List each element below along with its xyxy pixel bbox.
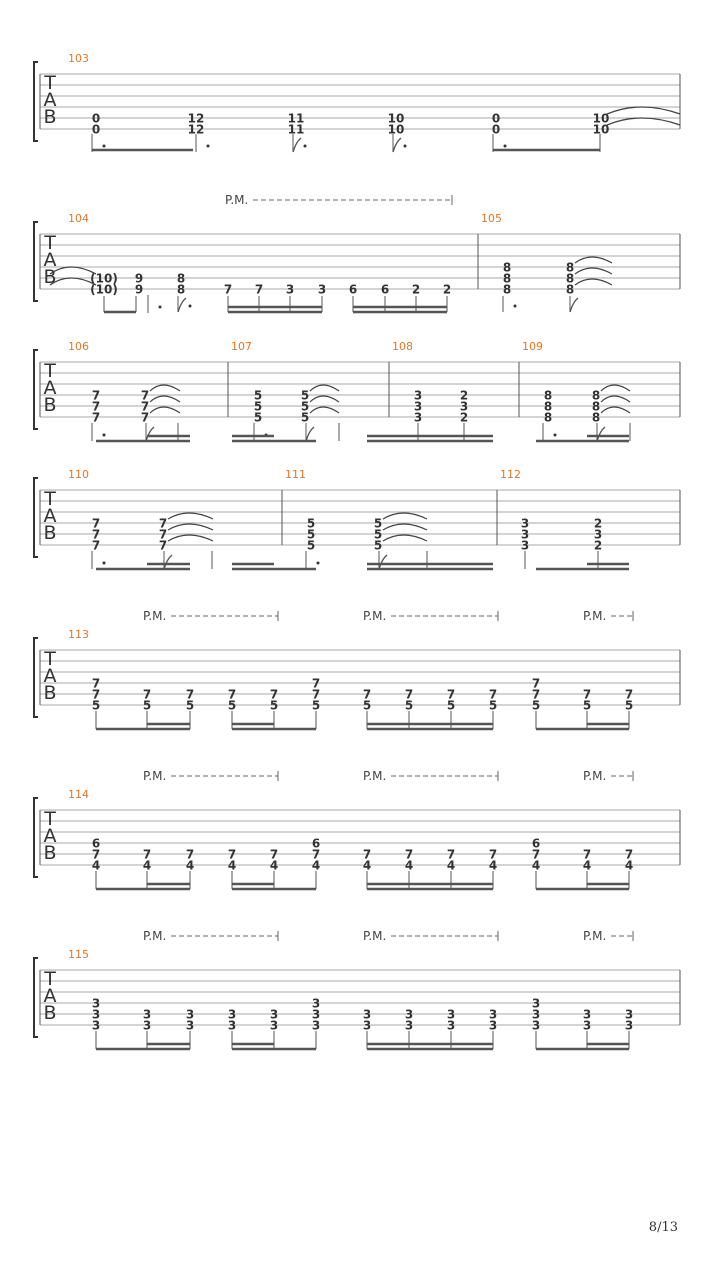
tab-clef-letter: T	[44, 72, 56, 94]
note-flag	[164, 555, 172, 569]
fret-number: 5	[311, 698, 321, 713]
tab-clef-letter: A	[43, 665, 57, 687]
fret-number: 4	[142, 858, 152, 873]
fret-number: 7	[624, 687, 634, 702]
palm-mute-label: P.M.	[363, 929, 387, 943]
slur-arc	[601, 396, 630, 402]
fret-number: 7	[140, 410, 150, 425]
fret-number: 3	[413, 410, 423, 425]
slur-arc	[310, 396, 339, 402]
fret-number: 7	[531, 847, 541, 862]
fret-number: 7	[91, 527, 101, 542]
fret-number: 4	[446, 858, 456, 873]
system-bracket	[34, 958, 38, 1037]
fret-number: 4	[227, 858, 237, 873]
tab-clef-letter: B	[43, 266, 57, 288]
fret-number: 8	[565, 282, 575, 297]
fret-number: 3	[142, 1018, 152, 1033]
note-flag	[570, 298, 578, 312]
fret-number: 8	[502, 282, 512, 297]
fret-number: 7	[446, 687, 456, 702]
system-bracket	[34, 798, 38, 877]
fret-number: 5	[300, 388, 310, 403]
tab-clef-letter: B	[43, 394, 57, 416]
fret-number: 3	[531, 996, 541, 1011]
fret-number: 7	[91, 516, 101, 531]
fret-number: 3	[227, 1018, 237, 1033]
slur-arc	[168, 524, 213, 530]
fret-number: 8	[565, 260, 575, 275]
fret-number: 4	[404, 858, 414, 873]
tab-clef-letter: A	[43, 89, 57, 111]
fret-number: 7	[362, 847, 372, 862]
fret-number: 3	[624, 1018, 634, 1033]
fret-number: 7	[91, 847, 101, 862]
fret-number: 6	[91, 836, 101, 851]
fret-number: 11	[287, 111, 305, 126]
note-dot	[404, 145, 407, 148]
palm-mute-label: P.M.	[363, 609, 387, 623]
fret-number: 5	[185, 698, 195, 713]
fret-number: 3	[269, 1007, 279, 1022]
fret-number: 0	[491, 111, 501, 126]
fret-number: 7	[223, 282, 233, 297]
note-dot	[159, 306, 162, 309]
fret-number: 8	[543, 388, 553, 403]
note-flag	[306, 427, 314, 441]
tie-arc	[607, 118, 680, 125]
fret-number: 5	[300, 410, 310, 425]
palm-mute-label: P.M.	[225, 193, 249, 207]
measure-number: 111	[285, 468, 306, 481]
tab-system	[34, 52, 680, 152]
fret-number: 9	[134, 271, 144, 286]
note-flag	[597, 427, 605, 441]
fret-number: 7	[91, 410, 101, 425]
fret-number: 7	[582, 687, 592, 702]
measure-number: 103	[68, 52, 89, 65]
fret-number: 8	[176, 271, 186, 286]
fret-number: 6	[380, 282, 390, 297]
tab-clef-letter: T	[44, 968, 56, 990]
fret-number: 0	[91, 122, 101, 137]
slur-arc	[168, 513, 213, 519]
note-dot	[103, 562, 106, 565]
tab-system	[34, 929, 680, 1049]
fret-number: 8	[176, 282, 186, 297]
fret-number: 7	[311, 847, 321, 862]
tab-clef-letter: A	[43, 505, 57, 527]
note-dot	[189, 305, 192, 308]
fret-number: 4	[582, 858, 592, 873]
fret-number: 7	[91, 388, 101, 403]
fret-number: 5	[373, 527, 383, 542]
fret-number: 3	[404, 1007, 414, 1022]
fret-number: 3	[269, 1018, 279, 1033]
fret-number: 5	[253, 410, 263, 425]
measure-number: 109	[522, 340, 543, 353]
tab-system	[34, 609, 680, 729]
fret-number: 7	[142, 847, 152, 862]
fret-number: 0	[91, 111, 101, 126]
fret-number: 7	[531, 676, 541, 691]
tab-system	[34, 193, 680, 313]
fret-number: 8	[543, 399, 553, 414]
fret-number: 5	[362, 698, 372, 713]
fret-number: 3	[362, 1018, 372, 1033]
fret-number: 8	[543, 410, 553, 425]
fret-number: 3	[91, 996, 101, 1011]
fret-number: 3	[91, 1007, 101, 1022]
fret-number: 3	[531, 1018, 541, 1033]
fret-number: 6	[531, 836, 541, 851]
fret-number: 3	[488, 1018, 498, 1033]
fret-number: 2	[411, 282, 421, 297]
fret-number: 4	[185, 858, 195, 873]
fret-number: 5	[142, 698, 152, 713]
note-flag	[178, 298, 186, 312]
fret-number: 5	[253, 388, 263, 403]
tab-clef-letter: A	[43, 825, 57, 847]
system-bracket	[34, 478, 38, 557]
measure-number: 106	[68, 340, 89, 353]
fret-number: 7	[531, 687, 541, 702]
slur-arc	[383, 524, 427, 530]
measure-number: 108	[392, 340, 413, 353]
palm-mute-label: P.M.	[143, 929, 167, 943]
measure-number: 110	[68, 468, 89, 481]
note-flag	[293, 138, 301, 152]
fret-number: 7	[624, 847, 634, 862]
fret-number: 7	[158, 538, 168, 553]
fret-number: 5	[300, 399, 310, 414]
fret-number: 5	[446, 698, 456, 713]
fret-number: 3	[520, 516, 530, 531]
fret-number: 7	[362, 687, 372, 702]
fret-number: 7	[91, 676, 101, 691]
fret-number: 3	[285, 282, 295, 297]
fret-number: 7	[404, 847, 414, 862]
fret-number: 5	[373, 538, 383, 553]
fret-number: 8	[591, 410, 601, 425]
slur-arc	[601, 407, 630, 413]
fret-number: 7	[227, 687, 237, 702]
fret-number: 4	[624, 858, 634, 873]
slur-arc	[150, 396, 180, 402]
note-dot	[554, 434, 557, 437]
fret-number: 2	[442, 282, 452, 297]
fret-number: 10	[592, 122, 610, 137]
fret-number: 2	[459, 388, 469, 403]
fret-number: 3	[185, 1007, 195, 1022]
fret-number: 4	[362, 858, 372, 873]
fret-number: 8	[591, 388, 601, 403]
fret-number: 3	[311, 1007, 321, 1022]
fret-number: 7	[254, 282, 264, 297]
note-dot	[207, 145, 210, 148]
fret-number: 7	[488, 687, 498, 702]
fret-number: 2	[459, 410, 469, 425]
slur-arc	[150, 385, 180, 391]
fret-number: 2	[593, 516, 603, 531]
slur-arc	[601, 385, 630, 391]
tab-clef-letter: T	[44, 360, 56, 382]
fret-number: 8	[502, 260, 512, 275]
fret-number: 3	[446, 1007, 456, 1022]
fret-number: 3	[582, 1007, 592, 1022]
fret-number: 3	[624, 1007, 634, 1022]
fret-number: 3	[582, 1018, 592, 1033]
fret-number: 7	[311, 687, 321, 702]
system-bracket	[34, 222, 38, 301]
tab-clef-letter: B	[43, 682, 57, 704]
note-flag	[393, 138, 401, 152]
fret-number: 7	[269, 847, 279, 862]
fret-number: 3	[531, 1007, 541, 1022]
system-bracket	[34, 62, 38, 141]
fret-number: 4	[269, 858, 279, 873]
fret-number: 3	[185, 1018, 195, 1033]
fret-number: 3	[413, 399, 423, 414]
fret-number: 3	[459, 399, 469, 414]
fret-number: 0	[491, 122, 501, 137]
system-bracket	[34, 350, 38, 429]
slur-arc	[310, 385, 339, 391]
tab-clef-letter: T	[44, 648, 56, 670]
fret-number: 3	[488, 1007, 498, 1022]
fret-number: 8	[591, 399, 601, 414]
slur-arc	[575, 257, 612, 263]
fret-number: 5	[306, 538, 316, 553]
measure-number: 104	[68, 212, 89, 225]
fret-number: 8	[565, 271, 575, 286]
slur-arc	[383, 535, 427, 541]
fret-number: 7	[488, 847, 498, 862]
tab-clef-letter: A	[43, 377, 57, 399]
fret-number: 3	[311, 996, 321, 1011]
palm-mute-label: P.M.	[363, 769, 387, 783]
measure-number: 115	[68, 948, 89, 961]
fret-number: 7	[158, 516, 168, 531]
slur-arc	[150, 407, 180, 413]
palm-mute-label: P.M.	[583, 929, 607, 943]
fret-number: 5	[269, 698, 279, 713]
palm-mute-label: P.M.	[143, 769, 167, 783]
fret-number: 5	[531, 698, 541, 713]
note-flag	[379, 555, 387, 569]
note-dot	[514, 305, 517, 308]
tab-system	[34, 340, 680, 441]
fret-number: 3	[593, 527, 603, 542]
fret-number: 7	[582, 847, 592, 862]
fret-number: 7	[185, 687, 195, 702]
fret-number: 3	[227, 1007, 237, 1022]
fret-number: 3	[311, 1018, 321, 1033]
measure-number: 107	[231, 340, 252, 353]
fret-number: 7	[269, 687, 279, 702]
fret-number: 7	[140, 388, 150, 403]
fret-number: 10	[387, 111, 405, 126]
fret-number: 5	[253, 399, 263, 414]
note-dot	[304, 145, 307, 148]
tab-system	[34, 468, 680, 569]
palm-mute-label: P.M.	[583, 769, 607, 783]
fret-number: 10	[592, 111, 610, 126]
note-dot	[317, 562, 320, 565]
fret-number: 7	[446, 847, 456, 862]
tab-clef-letter: T	[44, 808, 56, 830]
fret-number: 5	[373, 516, 383, 531]
slur-arc	[310, 407, 339, 413]
tab-clef-letter: A	[43, 249, 57, 271]
fret-number: 6	[311, 836, 321, 851]
fret-number: 9	[134, 282, 144, 297]
fret-number: 7	[140, 399, 150, 414]
measure-number: 105	[481, 212, 502, 225]
note-flag	[146, 427, 154, 441]
fret-number: 4	[488, 858, 498, 873]
fret-number: 5	[91, 698, 101, 713]
fret-number: 5	[582, 698, 592, 713]
fret-number: 11	[287, 122, 305, 137]
fret-number: 7	[142, 687, 152, 702]
tie-arc	[50, 278, 96, 285]
tab-clef-letter: B	[43, 1002, 57, 1024]
slur-arc	[575, 279, 612, 285]
fret-number: 5	[624, 698, 634, 713]
fret-number: 4	[531, 858, 541, 873]
fret-number: 7	[227, 847, 237, 862]
fret-number: 5	[404, 698, 414, 713]
note-dot	[103, 145, 106, 148]
fret-number: 3	[404, 1018, 414, 1033]
fret-number: 7	[404, 687, 414, 702]
tab-clef-letter: B	[43, 522, 57, 544]
fret-number: 4	[91, 858, 101, 873]
fret-number: 7	[91, 687, 101, 702]
tab-clef-letter: B	[43, 106, 57, 128]
fret-number: 12	[187, 122, 205, 137]
tab-clef-letter: B	[43, 842, 57, 864]
fret-number: 3	[362, 1007, 372, 1022]
fret-number: 10	[387, 122, 405, 137]
fret-number: 7	[185, 847, 195, 862]
fret-number: 3	[520, 527, 530, 542]
page-number: 8/13	[648, 1220, 678, 1235]
tab-clef-letter: A	[43, 985, 57, 1007]
measure-number: 113	[68, 628, 89, 641]
measure-number: 112	[500, 468, 521, 481]
fret-number: 12	[187, 111, 205, 126]
palm-mute-label: P.M.	[583, 609, 607, 623]
tie-arc	[50, 267, 96, 274]
fret-number: 3	[142, 1007, 152, 1022]
fret-number: 4	[311, 858, 321, 873]
tab-system	[34, 769, 680, 889]
slur-arc	[575, 268, 612, 274]
fret-number: 7	[91, 399, 101, 414]
tie-arc	[607, 107, 680, 114]
slur-arc	[383, 513, 427, 519]
fret-number: (10)	[90, 271, 118, 286]
tab-clef-letter: T	[44, 488, 56, 510]
palm-mute-label: P.M.	[143, 609, 167, 623]
fret-number: 5	[227, 698, 237, 713]
fret-number: 3	[317, 282, 327, 297]
fret-number: 7	[311, 676, 321, 691]
tab-clef-letter: T	[44, 232, 56, 254]
fret-number: (10)	[90, 282, 118, 297]
fret-number: 7	[91, 538, 101, 553]
fret-number: 2	[593, 538, 603, 553]
fret-number: 5	[306, 527, 316, 542]
fret-number: 7	[158, 527, 168, 542]
note-dot	[504, 145, 507, 148]
fret-number: 3	[520, 538, 530, 553]
fret-number: 3	[446, 1018, 456, 1033]
fret-number: 5	[306, 516, 316, 531]
fret-number: 8	[502, 271, 512, 286]
system-bracket	[34, 638, 38, 717]
measure-number: 114	[68, 788, 89, 801]
fret-number: 6	[348, 282, 358, 297]
fret-number: 3	[413, 388, 423, 403]
note-dot	[103, 434, 106, 437]
fret-number: 5	[488, 698, 498, 713]
fret-number: 3	[91, 1018, 101, 1033]
slur-arc	[168, 535, 213, 541]
